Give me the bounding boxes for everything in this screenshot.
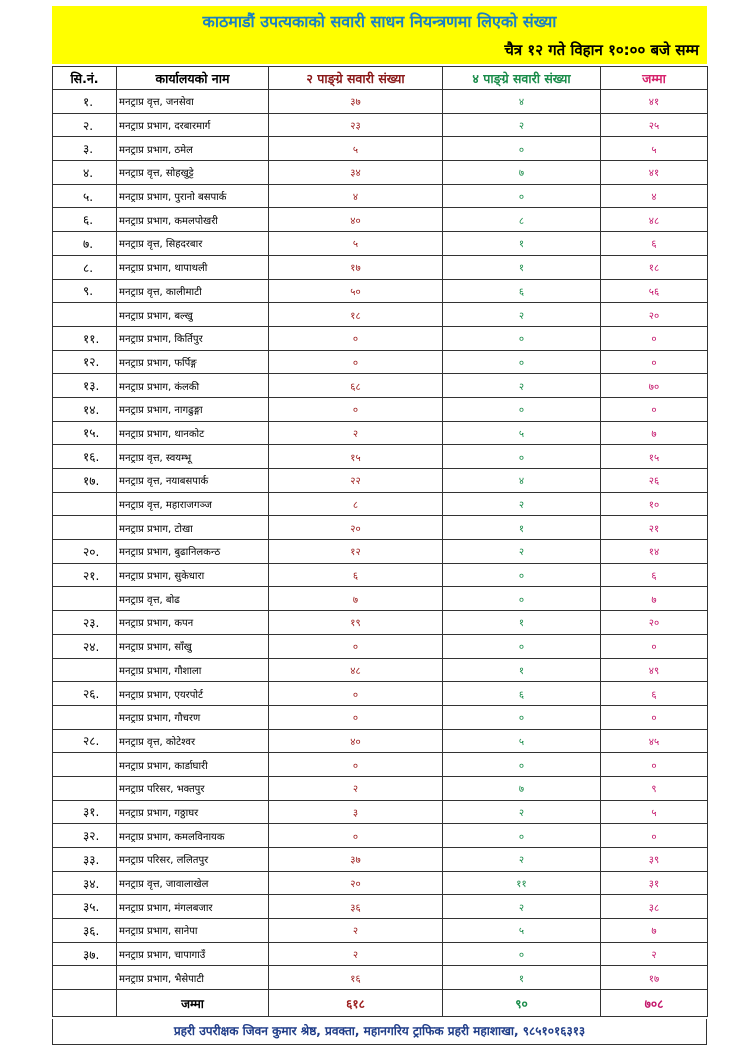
row-two-wheeler: ० <box>269 705 443 729</box>
row-office-name: मनट्राप्र वृत्त, कोटेश्वर <box>117 729 269 753</box>
row-four-wheeler: ० <box>443 824 601 848</box>
row-total: १४ <box>601 540 708 564</box>
col-header-two-wheeler: २ पाङ्ग्रे सवारी संख्या <box>269 67 443 90</box>
row-total: ४८ <box>601 208 708 232</box>
row-serial: ३४. <box>53 871 117 895</box>
row-four-wheeler: २ <box>443 848 601 872</box>
row-office-name: मनट्राप्र वृत्त, सिहदरबार <box>117 232 269 256</box>
row-two-wheeler: २० <box>269 516 443 540</box>
row-total: २० <box>601 611 708 635</box>
row-two-wheeler: ८ <box>269 492 443 516</box>
row-office-name: मनट्राप्र वृत्त, नयाबसपार्क <box>117 469 269 493</box>
row-total: ७ <box>601 587 708 611</box>
row-two-wheeler: ३७ <box>269 848 443 872</box>
row-total: ७ <box>601 919 708 943</box>
row-serial: ८. <box>53 255 117 279</box>
row-total: ० <box>601 824 708 848</box>
row-total: ४१ <box>601 161 708 185</box>
row-four-wheeler: २ <box>443 492 601 516</box>
totals-two-wheeler: ६१८ <box>269 990 443 1017</box>
table-row <box>53 658 708 682</box>
table-row <box>53 279 708 303</box>
col-header-four-wheeler: ४ पाङ्ग्रे सवारी संख्या <box>443 67 601 90</box>
page-title: काठमाडौं उपत्यकाको सवारी साधन नियन्त्रणमा लिएको संख्या <box>202 12 557 31</box>
row-total: ४१ <box>601 90 708 114</box>
row-serial: ५. <box>53 184 117 208</box>
row-total: २६ <box>601 469 708 493</box>
row-total: २ <box>601 942 708 966</box>
row-serial <box>53 776 117 800</box>
table-row <box>53 848 708 872</box>
row-four-wheeler: ६ <box>443 279 601 303</box>
row-office-name: मनट्राप्र प्रभाग, कंलकी <box>117 374 269 398</box>
row-total: ६ <box>601 682 708 706</box>
row-total: ३८ <box>601 895 708 919</box>
table-row <box>53 469 708 493</box>
row-office-name: मनट्राप्र प्रभाग, सुकेधारा <box>117 563 269 587</box>
row-four-wheeler: १ <box>443 966 601 990</box>
row-total: ९ <box>601 776 708 800</box>
row-office-name: मनट्राप्र प्रभाग, मंगलबजार <box>117 895 269 919</box>
row-office-name: मनट्राप्र प्रभाग, किर्तिपुर <box>117 326 269 350</box>
row-serial: ३६. <box>53 919 117 943</box>
row-two-wheeler: २० <box>269 871 443 895</box>
page-subtitle: चैत्र १२ गते विहान १०:०० बजे सम्म <box>504 41 699 59</box>
row-office-name: मनट्राप्र प्रभाग, बुढानिलकन्ठ <box>117 540 269 564</box>
row-office-name: मनट्राप्र प्रभाग, कार्डाघारी <box>117 753 269 777</box>
row-total: ५६ <box>601 279 708 303</box>
row-four-wheeler: ६ <box>443 682 601 706</box>
row-four-wheeler: ० <box>443 326 601 350</box>
table-body <box>53 90 708 990</box>
row-total: १७ <box>601 966 708 990</box>
table-row <box>53 421 708 445</box>
header-banner <box>52 6 707 64</box>
totals-row <box>53 990 708 1017</box>
row-two-wheeler: २ <box>269 776 443 800</box>
row-total: ५ <box>601 137 708 161</box>
table-row <box>53 90 708 114</box>
row-two-wheeler: ७ <box>269 587 443 611</box>
row-total: २५ <box>601 113 708 137</box>
row-total: ० <box>601 634 708 658</box>
row-serial <box>53 966 117 990</box>
row-office-name: मनट्राप्र प्रभाग, गौशाला <box>117 658 269 682</box>
row-office-name: मनट्राप्र प्रभाग, गौचरण <box>117 705 269 729</box>
row-office-name: मनट्राप्र प्रभाग, सानेपा <box>117 919 269 943</box>
row-two-wheeler: ४० <box>269 208 443 232</box>
row-total: ० <box>601 350 708 374</box>
row-total: ६ <box>601 232 708 256</box>
table-row <box>53 611 708 635</box>
table-row <box>53 161 708 185</box>
row-serial <box>53 587 117 611</box>
row-two-wheeler: २ <box>269 942 443 966</box>
row-total: २० <box>601 303 708 327</box>
table-row <box>53 540 708 564</box>
row-total: ० <box>601 753 708 777</box>
col-header-sn: सि.नं. <box>53 67 117 90</box>
row-four-wheeler: १ <box>443 516 601 540</box>
row-serial: ३७. <box>53 942 117 966</box>
row-office-name: मनट्राप्र प्रभाग, दरबारमार्ग <box>117 113 269 137</box>
row-total: ० <box>601 397 708 421</box>
totals-blank-cell <box>53 990 117 1017</box>
row-serial <box>53 492 117 516</box>
row-serial: ३. <box>53 137 117 161</box>
row-office-name: मनट्राप्र प्रभाग, एयरपोर्ट <box>117 682 269 706</box>
row-two-wheeler: १७ <box>269 255 443 279</box>
row-total: ३९ <box>601 848 708 872</box>
row-office-name: मनट्राप्र प्रभाग, ठमेल <box>117 137 269 161</box>
row-two-wheeler: १५ <box>269 445 443 469</box>
table-row <box>53 705 708 729</box>
table-row <box>53 208 708 232</box>
row-four-wheeler: २ <box>443 374 601 398</box>
table-row <box>53 232 708 256</box>
row-two-wheeler: ० <box>269 824 443 848</box>
row-two-wheeler: ० <box>269 634 443 658</box>
row-serial: २०. <box>53 540 117 564</box>
row-serial: ६. <box>53 208 117 232</box>
row-four-wheeler: १ <box>443 658 601 682</box>
table-row <box>53 350 708 374</box>
row-two-wheeler: ३४ <box>269 161 443 185</box>
row-four-wheeler: १ <box>443 611 601 635</box>
table-header-row <box>53 67 708 90</box>
row-four-wheeler: २ <box>443 113 601 137</box>
row-office-name: मनट्राप्र प्रभाग, कमलविनायक <box>117 824 269 848</box>
row-two-wheeler: २ <box>269 421 443 445</box>
row-two-wheeler: १२ <box>269 540 443 564</box>
table-row <box>53 184 708 208</box>
row-four-wheeler: ४ <box>443 469 601 493</box>
table-row <box>53 326 708 350</box>
row-serial <box>53 705 117 729</box>
row-two-wheeler: २ <box>269 919 443 943</box>
row-serial: १५. <box>53 421 117 445</box>
row-total: ४ <box>601 184 708 208</box>
table-row <box>53 516 708 540</box>
table-row <box>53 255 708 279</box>
table-row <box>53 397 708 421</box>
row-two-wheeler: १८ <box>269 303 443 327</box>
row-office-name: मनट्राप्र वृत्त, स्वयम्भू <box>117 445 269 469</box>
row-office-name: मनट्राप्र परिसर, ललितपुर <box>117 848 269 872</box>
table-row <box>53 445 708 469</box>
row-four-wheeler: ४ <box>443 90 601 114</box>
row-four-wheeler: ५ <box>443 421 601 445</box>
row-total: ४९ <box>601 658 708 682</box>
table-row <box>53 966 708 990</box>
table-row <box>53 824 708 848</box>
row-two-wheeler: ४ <box>269 184 443 208</box>
row-serial: १. <box>53 90 117 114</box>
row-office-name: मनट्राप्र प्रभाग, साँखु <box>117 634 269 658</box>
row-four-wheeler: २ <box>443 540 601 564</box>
row-four-wheeler: ० <box>443 753 601 777</box>
row-four-wheeler: २ <box>443 895 601 919</box>
row-serial: ३२. <box>53 824 117 848</box>
row-office-name: मनट्राप्र वृत्त, बोढ <box>117 587 269 611</box>
row-two-wheeler: ० <box>269 753 443 777</box>
row-serial <box>53 516 117 540</box>
row-four-wheeler: ५ <box>443 729 601 753</box>
row-office-name: मनट्राप्र प्रभाग, पुरानो बसपार्क <box>117 184 269 208</box>
row-total: ७ <box>601 421 708 445</box>
row-four-wheeler: ७ <box>443 776 601 800</box>
table-row <box>53 303 708 327</box>
row-two-wheeler: ४० <box>269 729 443 753</box>
row-two-wheeler: ३७ <box>269 90 443 114</box>
row-four-wheeler: २ <box>443 303 601 327</box>
row-total: ३१ <box>601 871 708 895</box>
row-two-wheeler: ० <box>269 682 443 706</box>
col-header-office: कार्यालयको नाम <box>117 67 269 90</box>
row-total: ० <box>601 705 708 729</box>
row-serial: २८. <box>53 729 117 753</box>
row-four-wheeler: १ <box>443 255 601 279</box>
row-serial: २१. <box>53 563 117 587</box>
table-row <box>53 492 708 516</box>
row-four-wheeler: ७ <box>443 161 601 185</box>
row-serial: ११. <box>53 326 117 350</box>
row-total: १० <box>601 492 708 516</box>
row-four-wheeler: ५ <box>443 919 601 943</box>
row-four-wheeler: ० <box>443 350 601 374</box>
row-total: २१ <box>601 516 708 540</box>
row-office-name: मनट्राप्र वृत्त, सोहखुट्टे <box>117 161 269 185</box>
table-row <box>53 919 708 943</box>
row-office-name: मनट्राप्र वृत्त, जावालाखेल <box>117 871 269 895</box>
row-serial <box>53 753 117 777</box>
row-serial: १७. <box>53 469 117 493</box>
row-serial: ४. <box>53 161 117 185</box>
table-row <box>53 682 708 706</box>
row-office-name: मनट्राप्र वृत्त, कालीमाटी <box>117 279 269 303</box>
row-total: १५ <box>601 445 708 469</box>
row-two-wheeler: ३ <box>269 800 443 824</box>
row-four-wheeler: ० <box>443 705 601 729</box>
table-row <box>53 871 708 895</box>
row-four-wheeler: ० <box>443 563 601 587</box>
row-serial <box>53 303 117 327</box>
row-office-name: मनट्राप्र प्रभाग, कपन <box>117 611 269 635</box>
row-four-wheeler: १ <box>443 232 601 256</box>
table-row <box>53 800 708 824</box>
row-serial: २. <box>53 113 117 137</box>
row-four-wheeler: ० <box>443 634 601 658</box>
row-two-wheeler: २३ <box>269 113 443 137</box>
table-row <box>53 942 708 966</box>
row-office-name: मनट्राप्र प्रभाग, फर्पिङ्ग <box>117 350 269 374</box>
row-four-wheeler: ० <box>443 184 601 208</box>
row-office-name: मनट्राप्र प्रभाग, गठ्ठाघर <box>117 800 269 824</box>
row-office-name: मनट्राप्र प्रभाग, भैसेपाटी <box>117 966 269 990</box>
row-serial: २३. <box>53 611 117 635</box>
table-row <box>53 587 708 611</box>
row-total: ० <box>601 326 708 350</box>
row-office-name: मनट्राप्र वृत्त, जनसेवा <box>117 90 269 114</box>
vehicle-table <box>52 66 708 1017</box>
totals-label: जम्मा <box>117 990 269 1017</box>
row-office-name: मनट्राप्र प्रभाग, टोखा <box>117 516 269 540</box>
row-office-name: मनट्राप्र प्रभाग, कमलपोखरी <box>117 208 269 232</box>
row-two-wheeler: ३६ <box>269 895 443 919</box>
row-serial: ९. <box>53 279 117 303</box>
row-four-wheeler: ० <box>443 445 601 469</box>
row-serial: १२. <box>53 350 117 374</box>
table-row <box>53 374 708 398</box>
row-serial: २६. <box>53 682 117 706</box>
totals-four-wheeler: ९० <box>443 990 601 1017</box>
table-row <box>53 729 708 753</box>
row-two-wheeler: ० <box>269 326 443 350</box>
row-serial <box>53 658 117 682</box>
footer-contact: प्रहरी उपरीक्षक जिवन कुमार श्रेष्ठ, प्रवक्ता, महानगरिय ट्राफिक प्रहरी महाशाखा, ९८५१०१६३१३ <box>52 1019 707 1045</box>
row-four-wheeler: ० <box>443 137 601 161</box>
row-office-name: मनट्राप्र प्रभाग, थापाथली <box>117 255 269 279</box>
row-two-wheeler: ६ <box>269 563 443 587</box>
row-office-name: मनट्राप्र प्रभाग, बल्खु <box>117 303 269 327</box>
row-two-wheeler: १९ <box>269 611 443 635</box>
row-serial: २४. <box>53 634 117 658</box>
row-serial: ३३. <box>53 848 117 872</box>
row-office-name: मनट्राप्र प्रभाग, चापागाउँ <box>117 942 269 966</box>
row-total: ५ <box>601 800 708 824</box>
row-office-name: मनट्राप्र परिसर, भक्तपुर <box>117 776 269 800</box>
row-two-wheeler: ४८ <box>269 658 443 682</box>
table-row <box>53 753 708 777</box>
row-total: ४५ <box>601 729 708 753</box>
row-two-wheeler: ५० <box>269 279 443 303</box>
table-row <box>53 113 708 137</box>
totals-total: ७०८ <box>601 990 708 1017</box>
row-four-wheeler: ११ <box>443 871 601 895</box>
row-total: ७० <box>601 374 708 398</box>
row-office-name: मनट्राप्र प्रभाग, नागढुङ्गा <box>117 397 269 421</box>
row-two-wheeler: ० <box>269 397 443 421</box>
row-total: ६ <box>601 563 708 587</box>
row-four-wheeler: ० <box>443 942 601 966</box>
row-serial: ३१. <box>53 800 117 824</box>
table-row <box>53 634 708 658</box>
row-office-name: मनट्राप्र प्रभाग, थानकोट <box>117 421 269 445</box>
row-serial: १४. <box>53 397 117 421</box>
row-two-wheeler: १६ <box>269 966 443 990</box>
col-header-total: जम्मा <box>601 67 708 90</box>
table-row <box>53 776 708 800</box>
row-four-wheeler: ० <box>443 397 601 421</box>
row-serial: १३. <box>53 374 117 398</box>
row-serial: ७. <box>53 232 117 256</box>
row-two-wheeler: ० <box>269 350 443 374</box>
row-four-wheeler: ० <box>443 587 601 611</box>
row-two-wheeler: २२ <box>269 469 443 493</box>
row-four-wheeler: २ <box>443 800 601 824</box>
table-row <box>53 137 708 161</box>
row-two-wheeler: ५ <box>269 137 443 161</box>
table-row <box>53 563 708 587</box>
row-four-wheeler: ८ <box>443 208 601 232</box>
row-serial: १६. <box>53 445 117 469</box>
row-serial: ३५. <box>53 895 117 919</box>
row-office-name: मनट्राप्र वृत्त, महाराजगञ्ज <box>117 492 269 516</box>
row-two-wheeler: ५ <box>269 232 443 256</box>
table-row <box>53 895 708 919</box>
row-total: १८ <box>601 255 708 279</box>
row-two-wheeler: ६८ <box>269 374 443 398</box>
